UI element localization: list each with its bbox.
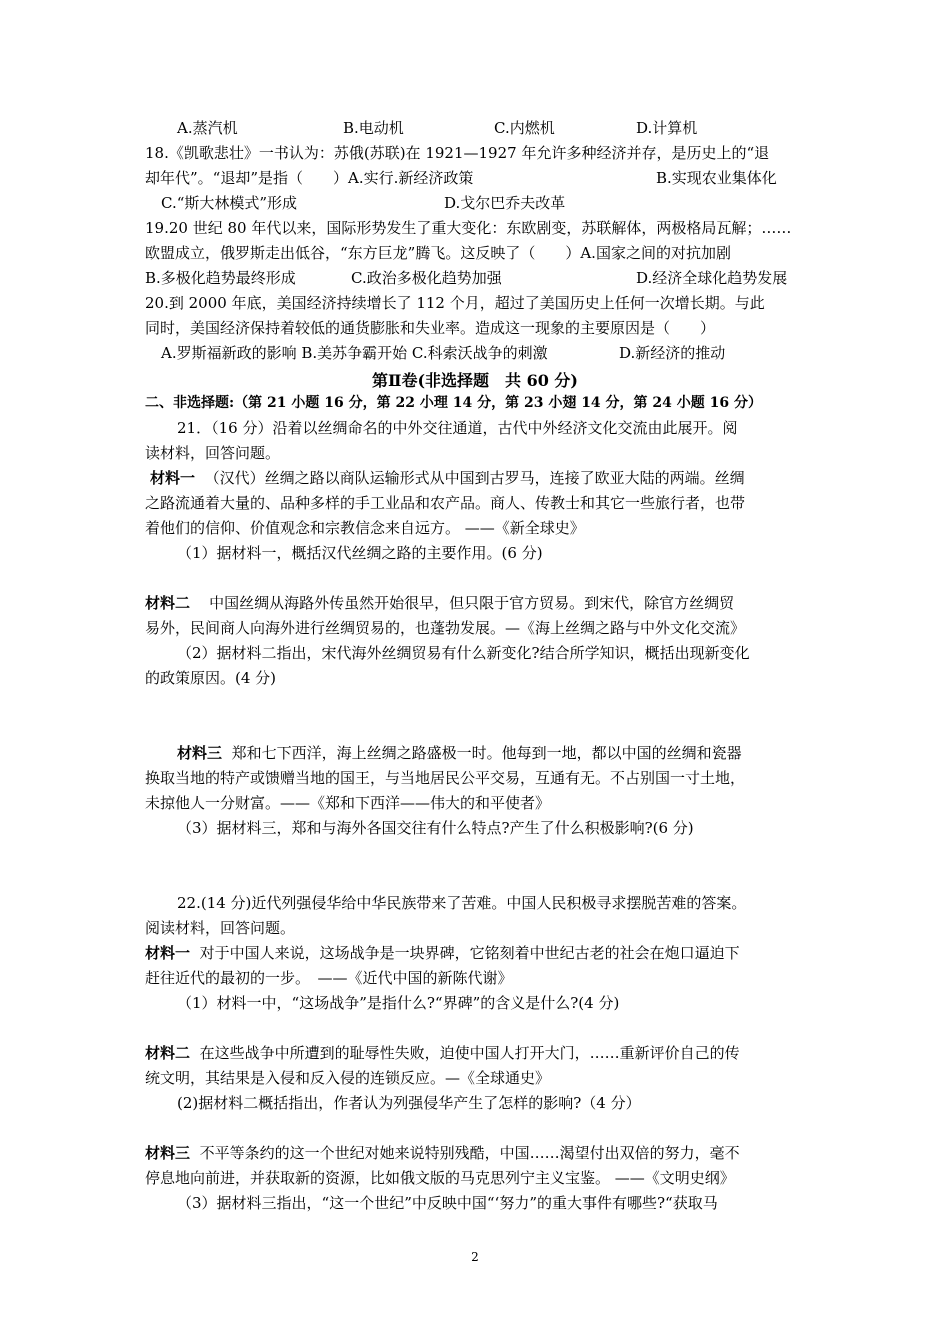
q22-material1-line1: 材料一 对于中国人来说，这场战争是一块界碑，它铭刻着中世纪古老的社会在炮口逼迫下 — [145, 944, 740, 962]
q21-material3-line1: 材料三 郑和七下西洋，海上丝绸之路盛极一时。他每到一地，都以中国的丝绸和瓷器 — [177, 744, 742, 762]
q21-material3-line3: 未掠他人一分财富。——《郑和下西洋——伟大的和平使者》 — [145, 794, 551, 812]
section-title: 第Ⅱ卷(非选择题 共 60 分) — [371, 371, 579, 390]
q17-option-c: C.内燃机 — [494, 119, 555, 137]
q21-intro-line1: 21．（16 分）沿着以丝绸命名的中外交往通道，古代中外经济文化交流由此展开。阅 — [177, 419, 738, 437]
q18-line1: 18.《凯歌悲壮》一书认为：苏俄(苏联)在 1921—1927 年允许多种经济并存，是历史上的“退 — [145, 144, 770, 162]
q17-option-d: D.计算机 — [636, 119, 698, 137]
q20-option-d: D.新经济的推动 — [619, 344, 726, 362]
q21-material1-line2: 之路流通着大量的、品种多样的手工业品和农产品。商人、传教士和其它一些旅行者，也带 — [145, 494, 746, 512]
q21-material1-line3: 着他们的信仰、价值观念和宗教信念来自远方。 ——《新全球史》 — [145, 519, 585, 537]
q19-option-b: B.多极化趋势最终形成 — [145, 269, 296, 287]
q17-option-a: A.蒸汽机 — [177, 119, 238, 137]
q22-question2: (2)据材料二概括指出，作者认为列强侵华产生了怎样的影响?（4 分） — [177, 1094, 641, 1112]
q21-material3-line2: 换取当地的特产或馈赠当地的国王，与当地居民公平交易，互通有无。不占别国一寸土地， — [145, 769, 746, 787]
q21-material2-label: 材料二 — [145, 594, 191, 612]
q20-line1: 20.到 2000 年底，美国经济持续增长了 112 个月，超过了美国历史上任何一次增长期。与此 — [145, 294, 765, 312]
page-number: 2 — [471, 1250, 479, 1264]
q18-option-d: D.戈尔巴乔夫改革 — [444, 194, 566, 212]
q22-material1-label: 材料一 — [145, 944, 191, 962]
q22-material3-line2: 停息地向前进，并获取新的资源，比如俄文版的马克思列宁主义宝鉴。 ——《文明史纲》 — [145, 1169, 735, 1187]
q21-intro-line2: 读材料，回答问题。 — [145, 444, 281, 462]
q21-material1-label: 材料一 — [150, 469, 196, 487]
q22-question3: （3）据材料三指出，“这一个世纪”中反映中国“‘努力”的重大事件有哪些?“获取马 — [177, 1194, 718, 1212]
q22-intro-line2: 阅读材料，回答问题。 — [145, 919, 296, 937]
q22-material2-line1: 材料二 在这些战争中所遭到的耻辱性失败，迫使中国人打开大门，……重新评价自己的传 — [145, 1044, 740, 1062]
q20-line2: 同时，美国经济保持着较低的通货膨胀和失业率。造成这一现象的主要原因是（ ） — [145, 319, 716, 337]
q22-material1-line2: 赶往近代的最初的一步。 ——《近代中国的新陈代谢》 — [145, 969, 513, 987]
q22-intro-line1: 22.(14 分)近代列强侵华给中华民族带来了苦难。中国人民积极寻求摆脱苦难的答案。 — [177, 894, 747, 912]
q19-option-d: D.经济全球化趋势发展 — [636, 269, 788, 287]
q22-material2-line2: 统文明，其结果是入侵和反入侵的连锁反应。—《全球通史》 — [145, 1069, 551, 1087]
q18-option-b: B.实现农业集体化 — [656, 169, 777, 187]
q21-question2-line1: （2）据材料二指出，宋代海外丝绸贸易有什么新变化?结合所学知识，概括出现新变化 — [177, 644, 750, 662]
q22-material3-label: 材料三 — [145, 1144, 191, 1162]
q22-material2-label: 材料二 — [145, 1044, 191, 1062]
q21-material2-line2: 易外，民间商人向海外进行丝绸贸易的，也蓬勃发展。—《海上丝绸之路与中外文化交流》 — [145, 619, 746, 637]
q22-question1: （1）材料一中，“这场战争”是指什么?“界碑”的含义是什么?(4 分) — [177, 994, 620, 1012]
q21-question3: （3）据材料三，郑和与海外各国交往有什么特点?产生了什么积极影响?(6 分) — [177, 819, 694, 837]
section-heading: 二、非选择题:（第 21 小题 16 分，第 22 小理 14 分，第 23 小翅 14 分，第 24 小题 16 分） — [145, 395, 763, 411]
q19-line2: 欧盟成立，俄罗斯走出低谷，“东方巨龙”腾飞。这反映了（ ）A.国家之间的对抗加剧 — [145, 244, 731, 262]
q18-line2: 却年代”。“退却”是指（ ）A.实行.新经济政策 — [145, 169, 474, 187]
q21-material2-line1: 材料二 中国丝绸从海路外传虽然开始很早，但只限于官方贸易。到宋代，除官方丝绸贸 — [145, 594, 735, 612]
q17-option-b: B.电动机 — [343, 119, 404, 137]
q19-line1: 19.20 世纪 80 年代以来，国际形势发生了重大变化：东欧剧变，苏联解体，两极格局瓦解；…… — [145, 219, 792, 237]
q20-options: A.罗斯福新政的影响 B.美苏争霸开始 C.科索沃战争的刺激 — [161, 344, 548, 362]
q21-question1: （1）据材料一，概括汉代丝绸之路的主要作用。(6 分) — [177, 544, 543, 562]
q21-question2-line2: 的政策原因。(4 分) — [145, 669, 277, 687]
q22-material3-line1: 材料三 不平等条约的这一个世纪对她来说特别残酷，中国……渴望付出双倍的努力，毫不 — [145, 1144, 740, 1162]
q21-material3-label: 材料三 — [177, 744, 223, 762]
q21-material1-line1: 材料一 （汉代）丝绸之路以商队运输形式从中国到古罗马，连接了欧亚大陆的两端。丝绸 — [150, 469, 745, 487]
q19-option-c: C.政治多极化趋势加强 — [351, 269, 502, 287]
q18-option-c: C.“斯大林模式”形成 — [161, 194, 298, 212]
